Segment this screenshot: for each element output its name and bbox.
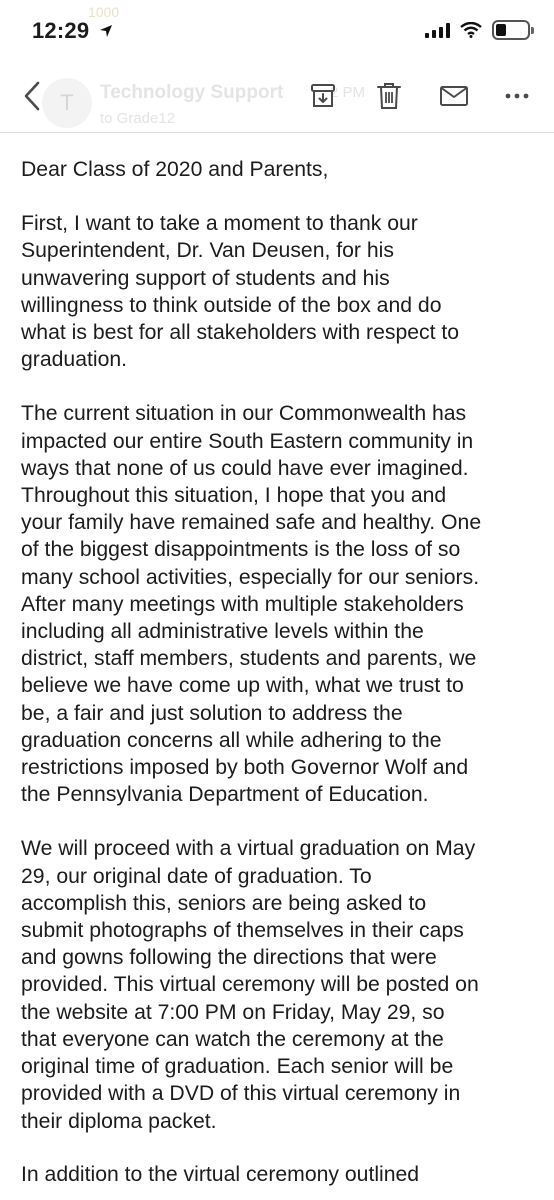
status-indicators <box>425 20 530 40</box>
email-paragraph-2 <box>21 400 541 808</box>
paragraph-line: that everyone can watch the ceremony at the <box>21 1027 444 1051</box>
archive-button[interactable] <box>306 78 340 114</box>
paragraph-line: of the biggest disappointments is the loss of so <box>21 538 461 562</box>
more-horizontal-icon <box>504 92 530 100</box>
paragraph-line: ways that none of us could have ever imagined. <box>21 456 469 480</box>
paragraph-line: restrictions imposed by both Governor Wolf and <box>21 756 469 780</box>
paragraph-line: First, I want to take a moment to thank our <box>21 212 418 236</box>
archive-icon <box>309 82 337 110</box>
more-options-button[interactable] <box>500 78 534 114</box>
paragraph-line: their diploma packet. <box>21 1109 217 1133</box>
mail-icon <box>439 84 469 108</box>
back-button[interactable] <box>14 74 50 118</box>
paragraph-line: original time of graduation. Each senior will be <box>21 1055 454 1079</box>
paragraph-line: provided with a DVD of this virtual ceremony in <box>21 1082 461 1106</box>
paragraph-line: the Pennsylvania Department of Education. <box>21 783 429 807</box>
email-paragraph-3 <box>21 835 541 1134</box>
toolbar-divider <box>0 132 554 133</box>
clock-text: 12:29 <box>32 18 90 43</box>
location-arrow-icon <box>99 24 113 38</box>
email-toolbar <box>0 62 554 132</box>
paragraph-line: district, staff members, students and parents, we <box>21 647 477 671</box>
paragraph-line: and gowns following the directions that were <box>21 946 437 970</box>
paragraph-line: graduation. <box>21 348 128 372</box>
paragraph-line: submit photographs of themselves in their caps <box>21 919 464 943</box>
paragraph-line: graduation concerns all while adhering to the <box>21 728 442 752</box>
recipient-line: to Grade12 <box>100 110 176 127</box>
paragraph-line: be, a fair and just solution to address the <box>21 701 403 725</box>
paragraph-line: willingness to think outside of the box and do <box>21 293 442 317</box>
sender-name: Technology Support <box>100 82 284 103</box>
paragraph-line: Throughout this situation, I hope that you and <box>21 484 447 508</box>
sender-avatar: T <box>42 78 92 128</box>
delete-button[interactable] <box>372 78 406 114</box>
trash-icon <box>375 81 403 111</box>
status-bar <box>0 0 554 62</box>
paragraph-line: 29, our original date of graduation. To <box>21 864 372 888</box>
cellular-signal-icon <box>425 22 450 38</box>
paragraph-line: accomplish this, seniors are being asked to <box>21 891 427 915</box>
wifi-icon <box>460 22 482 38</box>
paragraph-line: the website at 7:00 PM on Friday, May 29, so <box>21 1000 445 1024</box>
paragraph-line: what is best for all stakeholders with respect to <box>21 321 460 345</box>
paragraph-line: impacted our entire South Eastern community in <box>21 429 474 453</box>
sent-time: 2 PM <box>330 84 366 101</box>
battery-icon <box>492 20 530 40</box>
paragraph-line: including all administrative levels within the <box>21 620 424 644</box>
mark-unread-button[interactable] <box>436 78 472 114</box>
paragraph-line: provided. This virtual ceremony will be posted on <box>21 973 479 997</box>
paragraph-line: The current situation in our Commonwealth has <box>21 402 467 426</box>
paragraph-line: We will proceed with a virtual graduation on May <box>21 837 476 861</box>
paragraph-line: unwavering support of students and his <box>21 266 390 290</box>
email-paragraph-1 <box>21 210 541 373</box>
paragraph-line: believe we have come up with, what we trust to <box>21 674 464 698</box>
email-paragraph-4-partial: In addition to the virtual ceremony outlined <box>21 1162 420 1186</box>
chevron-left-icon <box>22 80 42 112</box>
paragraph-line: After many meetings with multiple stakeholders <box>21 592 464 616</box>
status-time <box>32 18 113 44</box>
ghost-notification-text: 1000 <box>88 4 120 20</box>
email-greeting: Dear Class of 2020 and Parents, <box>21 158 329 181</box>
email-body <box>21 134 541 1188</box>
paragraph-line: your family have remained safe and healthy. One <box>21 511 482 535</box>
paragraph-line: Superintendent, Dr. Van Deusen, for his <box>21 239 394 263</box>
paragraph-line: many school activities, especially for our seniors. <box>21 565 480 589</box>
